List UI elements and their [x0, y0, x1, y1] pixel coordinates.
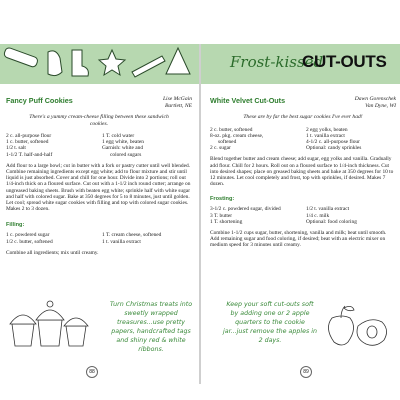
- right-recipe-title: White Velvet Cut-Outs: [210, 96, 286, 105]
- ingredient: Optional: food coloring: [306, 218, 357, 225]
- ingredient: Garnish: white and: [102, 145, 144, 152]
- ingredient: 2 egg yolks, beaten: [306, 126, 348, 133]
- stocking-cookie-icon: [72, 50, 88, 76]
- cupcakes-illustration: [8, 294, 92, 352]
- right-page-number: 89: [300, 366, 312, 378]
- ingredient: 1 c. butter, softened: [6, 139, 49, 146]
- right-ingredients: [210, 127, 396, 152]
- left-author: Lise McGain: [162, 96, 192, 102]
- left-intro: There's a yummy cream-cheese filling between these sandwich cookies.: [29, 114, 169, 127]
- rolling-pin-icon: [3, 47, 38, 68]
- ingredient: 3-1/2 c. powdered sugar, divided: [210, 206, 281, 213]
- left-filling-ingredients: [6, 232, 192, 244]
- left-ingredients: [6, 133, 192, 158]
- right-recipe: [210, 96, 396, 249]
- right-frosting-ingredients: [210, 206, 396, 225]
- ingredient: 2 c. sugar: [210, 145, 231, 152]
- ingredient: 1/2 t. salt: [6, 145, 26, 152]
- left-filling-directions: Combine all ingredients; mix until creamy.: [6, 249, 99, 256]
- apples-illustration: [322, 300, 394, 350]
- ingredient: 1/4 c. milk: [306, 212, 330, 219]
- left-page-number: 88: [86, 366, 98, 378]
- right-directions: Blend together butter and cream cheese; add sugar, egg yolks and vanilla. Gradually add flour. Chill for 2 hours. Roll out on a floured surface to 1/4-inch thickness. Cut into desired shapes; place on greased baking sheets and bake at 350 degrees for 10 to 12 minutes. Let cool completely and frost, top with sprinkles, if desired. Makes 7 dozen.: [210, 156, 394, 188]
- ingredient: 1 t. vanilla extract: [102, 238, 141, 245]
- left-byline: [163, 96, 192, 109]
- star-cookie-icon: [99, 50, 125, 75]
- ingredient: 1 egg white, beaten: [102, 139, 144, 146]
- ingredient: 2 c. butter, softened: [210, 126, 253, 133]
- rolling-pin-2-icon: [132, 56, 165, 77]
- right-intro: These are by far the best sugar cookies I've ever had!: [243, 114, 363, 120]
- right-frosting-label: Frosting:: [210, 196, 235, 203]
- cookie-cutter-illustrations: [0, 44, 200, 84]
- right-tip: Keep your soft cut-outs soft by adding one or 2 apple quarters to the cookie jar...just remove the apples in 2 days.: [222, 301, 317, 344]
- left-recipe-title: Fancy Puff Cookies: [6, 96, 73, 105]
- ingredient: 1 T. cream cheese, softened: [102, 232, 162, 239]
- ingredient: 8-oz. pkg. cream cheese,: [210, 132, 264, 139]
- ingredient: 1-1/2 T. half-and-half: [6, 151, 53, 158]
- ingredient: 1 T. cold water: [102, 133, 135, 139]
- ingredient: 3 T. butter: [210, 212, 233, 219]
- header-title-script: Frost-kissed: [230, 53, 324, 71]
- ingredient: 1/2 t. vanilla extract: [306, 206, 350, 213]
- ingredient: 1 c. powdered sugar: [6, 232, 50, 239]
- ingredient: colored sugars: [110, 151, 142, 158]
- ingredient: 1 T. shortening: [210, 218, 243, 225]
- ingredient: 1 t. vanilla extract: [306, 132, 345, 139]
- left-filling-label: Filling:: [6, 222, 25, 229]
- ingredient: softened: [218, 138, 237, 145]
- left-recipe: [6, 96, 192, 256]
- page-gutter: [199, 44, 201, 384]
- left-location: Bartlett, NE: [164, 102, 192, 109]
- ingredient: 2 c. all-purpose flour: [6, 133, 52, 139]
- ingredient: 4-1/2 c. all-purpose flour: [306, 138, 360, 145]
- right-location: Van Dyne, WI: [365, 102, 396, 109]
- right-frosting-directions: Combine 1-1/2 cups sugar, butter, shortening, vanilla and milk; beat until smooth. Add remaining sugar and food coloring, if desired; beat with an electric mixer on medium speed for 3 minutes until creamy.: [210, 229, 387, 249]
- ingredient: Optional: candy sprinkles: [306, 145, 362, 152]
- left-tip: Turn Christmas treats into sweetly wrapped treasures...use pretty papers, handcrafted tags and shiny red & white ribbons.: [109, 301, 193, 353]
- right-byline: [355, 96, 396, 109]
- right-author: Dawn Gorenschek: [354, 96, 396, 102]
- left-directions: Add flour to a large bowl; cut in butter with a fork or pastry cutter until well blended. Combine remaining ingredients except egg white; add to flour mixture and stir until liquid is just absorbed. Cover and chill for one hour. Divide into 2 portions; roll out 1/4-inch thick on a floured surface. Cut out with a 1-1/2 inch round cutter; arrange on ungreased baking sheets. Brush with beaten egg white; sprinkle half with white sugar and half with colored sugar. Bake at 350 degrees for 5 to 8 minutes, just until golden. Let cool; spread white sugar cookies with filling and top with colored sugar cookies. Makes 2 to 3 dozen.: [6, 162, 191, 213]
- tree-cookie-icon: [166, 48, 190, 74]
- mitten-cookie-icon: [48, 51, 62, 76]
- ingredient: 1/2 c. butter, softened: [6, 238, 53, 245]
- header-title-bold: CUT-OUTS: [302, 52, 387, 71]
